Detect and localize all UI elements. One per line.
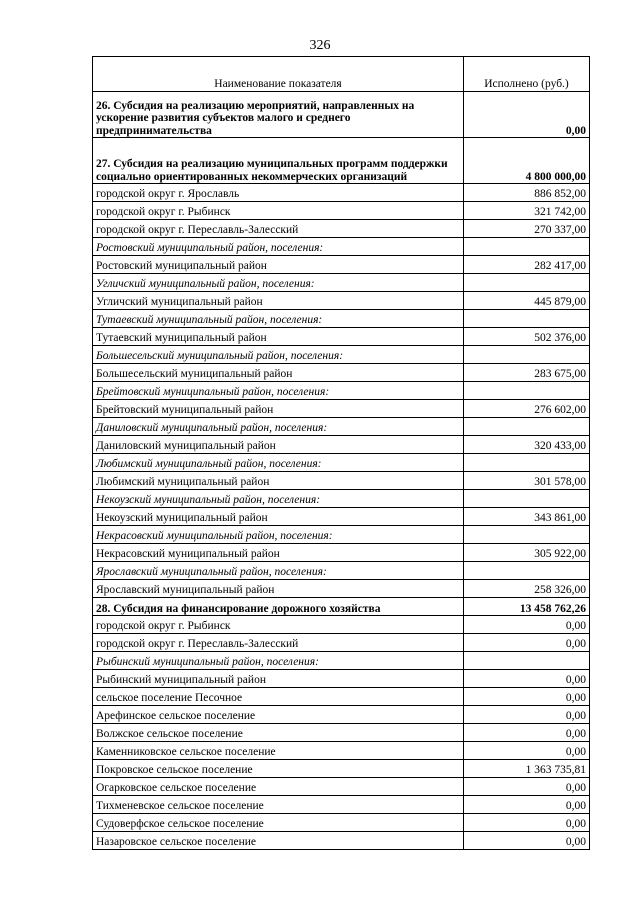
section-row: [93, 92, 590, 138]
group-header-row: [93, 562, 590, 580]
table-row: [93, 202, 590, 220]
row-value: [464, 418, 590, 436]
table-body: [93, 92, 590, 850]
table-row: [93, 706, 590, 724]
group-header-row: [93, 490, 590, 508]
row-value: 283 675,00: [464, 364, 590, 382]
row-value: 0,00: [464, 706, 590, 724]
row-value: [464, 526, 590, 544]
column-header-value: Исполнено (руб.): [464, 57, 590, 92]
row-name: 27. Субсидия на реализацию муниципальных программ поддержки социально ориентированных некоммерческих организаций: [93, 138, 464, 184]
row-value: 0,00: [464, 832, 590, 850]
table-row: [93, 364, 590, 382]
table-row: [93, 400, 590, 418]
row-value: 0,00: [464, 634, 590, 652]
row-value: 276 602,00: [464, 400, 590, 418]
table-row: [93, 436, 590, 454]
row-value: 1 363 735,81: [464, 760, 590, 778]
table-row: [93, 814, 590, 832]
group-header-row: [93, 454, 590, 472]
row-name: Волжское сельское поселение: [93, 724, 464, 742]
row-name: Некоузский муниципальный район: [93, 508, 464, 526]
group-header-row: [93, 274, 590, 292]
row-name: Ростовский муниципальный район: [93, 256, 464, 274]
row-value: 0,00: [464, 742, 590, 760]
row-name: Огарковское сельское поселение: [93, 778, 464, 796]
section-row: [93, 598, 590, 616]
report-table: [92, 56, 590, 850]
row-name: Тихменевское сельское поселение: [93, 796, 464, 814]
row-name: Тутаевский муниципальный район, поселения:: [93, 310, 464, 328]
table-row: [93, 544, 590, 562]
group-header-row: [93, 652, 590, 670]
row-value: 4 800 000,00: [464, 138, 590, 184]
row-value: 301 578,00: [464, 472, 590, 490]
row-value: 0,00: [464, 796, 590, 814]
row-name: Даниловский муниципальный район: [93, 436, 464, 454]
row-name: Угличский муниципальный район: [93, 292, 464, 310]
row-value: [464, 562, 590, 580]
table-row: [93, 184, 590, 202]
table-row: [93, 328, 590, 346]
row-name: городской округ г. Ярославль: [93, 184, 464, 202]
table-row: [93, 508, 590, 526]
row-name: городской округ г. Рыбинск: [93, 202, 464, 220]
column-header-name: Наименование показателя: [93, 57, 464, 92]
row-name: городской округ г. Переславль-Залесский: [93, 634, 464, 652]
row-name: Любимский муниципальный район, поселения:: [93, 454, 464, 472]
row-value: 0,00: [464, 670, 590, 688]
row-value: 282 417,00: [464, 256, 590, 274]
row-name: 26. Субсидия на реализацию мероприятий, направленных на ускорение развития субъектов малого и среднего предпринимательства: [93, 92, 464, 138]
row-value: [464, 490, 590, 508]
row-name: Тутаевский муниципальный район: [93, 328, 464, 346]
table-row: [93, 796, 590, 814]
table-row: [93, 472, 590, 490]
row-value: 320 433,00: [464, 436, 590, 454]
table-row: [93, 256, 590, 274]
table-row: [93, 742, 590, 760]
row-value: 0,00: [464, 724, 590, 742]
row-name: Большесельский муниципальный район, поселения:: [93, 346, 464, 364]
row-name: Ярославский муниципальный район, поселения:: [93, 562, 464, 580]
row-name: 28. Субсидия на финансирование дорожного хозяйства: [93, 598, 464, 616]
row-name: Угличский муниципальный район, поселения:: [93, 274, 464, 292]
row-name: Судоверфское сельское поселение: [93, 814, 464, 832]
table-row: [93, 778, 590, 796]
row-value: 502 376,00: [464, 328, 590, 346]
row-name: Даниловский муниципальный район, поселения:: [93, 418, 464, 436]
row-value: 0,00: [464, 688, 590, 706]
row-name: Некрасовский муниципальный район: [93, 544, 464, 562]
row-name: Брейтовский муниципальный район: [93, 400, 464, 418]
row-value: 0,00: [464, 616, 590, 634]
page-number: 326: [309, 38, 331, 53]
group-header-row: [93, 382, 590, 400]
row-value: 0,00: [464, 92, 590, 138]
row-value: 321 742,00: [464, 202, 590, 220]
group-header-row: [93, 310, 590, 328]
table-row: [93, 760, 590, 778]
table-row: [93, 220, 590, 238]
row-name: Любимский муниципальный район: [93, 472, 464, 490]
row-value: 270 337,00: [464, 220, 590, 238]
table-row: [93, 670, 590, 688]
row-value: [464, 274, 590, 292]
row-value: 0,00: [464, 814, 590, 832]
row-name: Покровское сельское поселение: [93, 760, 464, 778]
row-value: [464, 310, 590, 328]
table-row: [93, 634, 590, 652]
row-name: городской округ г. Рыбинск: [93, 616, 464, 634]
row-value: [464, 238, 590, 256]
group-header-row: [93, 418, 590, 436]
row-name: Некоузский муниципальный район, поселения:: [93, 490, 464, 508]
row-name: Рыбинский муниципальный район: [93, 670, 464, 688]
section-row: [93, 138, 590, 184]
row-name: Брейтовский муниципальный район, поселения:: [93, 382, 464, 400]
row-name: Ростовский муниципальный район, поселения:: [93, 238, 464, 256]
row-name: Рыбинский муниципальный район, поселения:: [93, 652, 464, 670]
row-name: Назаровское сельское поселение: [93, 832, 464, 850]
row-value: [464, 382, 590, 400]
group-header-row: [93, 526, 590, 544]
row-name: Арефинское сельское поселение: [93, 706, 464, 724]
group-header-row: [93, 238, 590, 256]
row-value: [464, 346, 590, 364]
row-value: [464, 454, 590, 472]
table-row: [93, 688, 590, 706]
row-name: сельское поселение Песочное: [93, 688, 464, 706]
group-header-row: [93, 346, 590, 364]
table-row: [93, 724, 590, 742]
table-row: [93, 616, 590, 634]
row-name: Ярославский муниципальный район: [93, 580, 464, 598]
row-value: 445 879,00: [464, 292, 590, 310]
table-row: [93, 580, 590, 598]
table-header-row: [93, 57, 590, 92]
row-name: Каменниковское сельское поселение: [93, 742, 464, 760]
table-row: [93, 292, 590, 310]
row-value: [464, 652, 590, 670]
table-row: [93, 832, 590, 850]
row-name: Некрасовский муниципальный район, поселения:: [93, 526, 464, 544]
row-name: городской округ г. Переславль-Залесский: [93, 220, 464, 238]
row-value: 886 852,00: [464, 184, 590, 202]
row-value: 0,00: [464, 778, 590, 796]
row-value: 343 861,00: [464, 508, 590, 526]
row-value: 13 458 762,26: [464, 598, 590, 616]
row-value: 305 922,00: [464, 544, 590, 562]
row-name: Большесельский муниципальный район: [93, 364, 464, 382]
row-value: 258 326,00: [464, 580, 590, 598]
